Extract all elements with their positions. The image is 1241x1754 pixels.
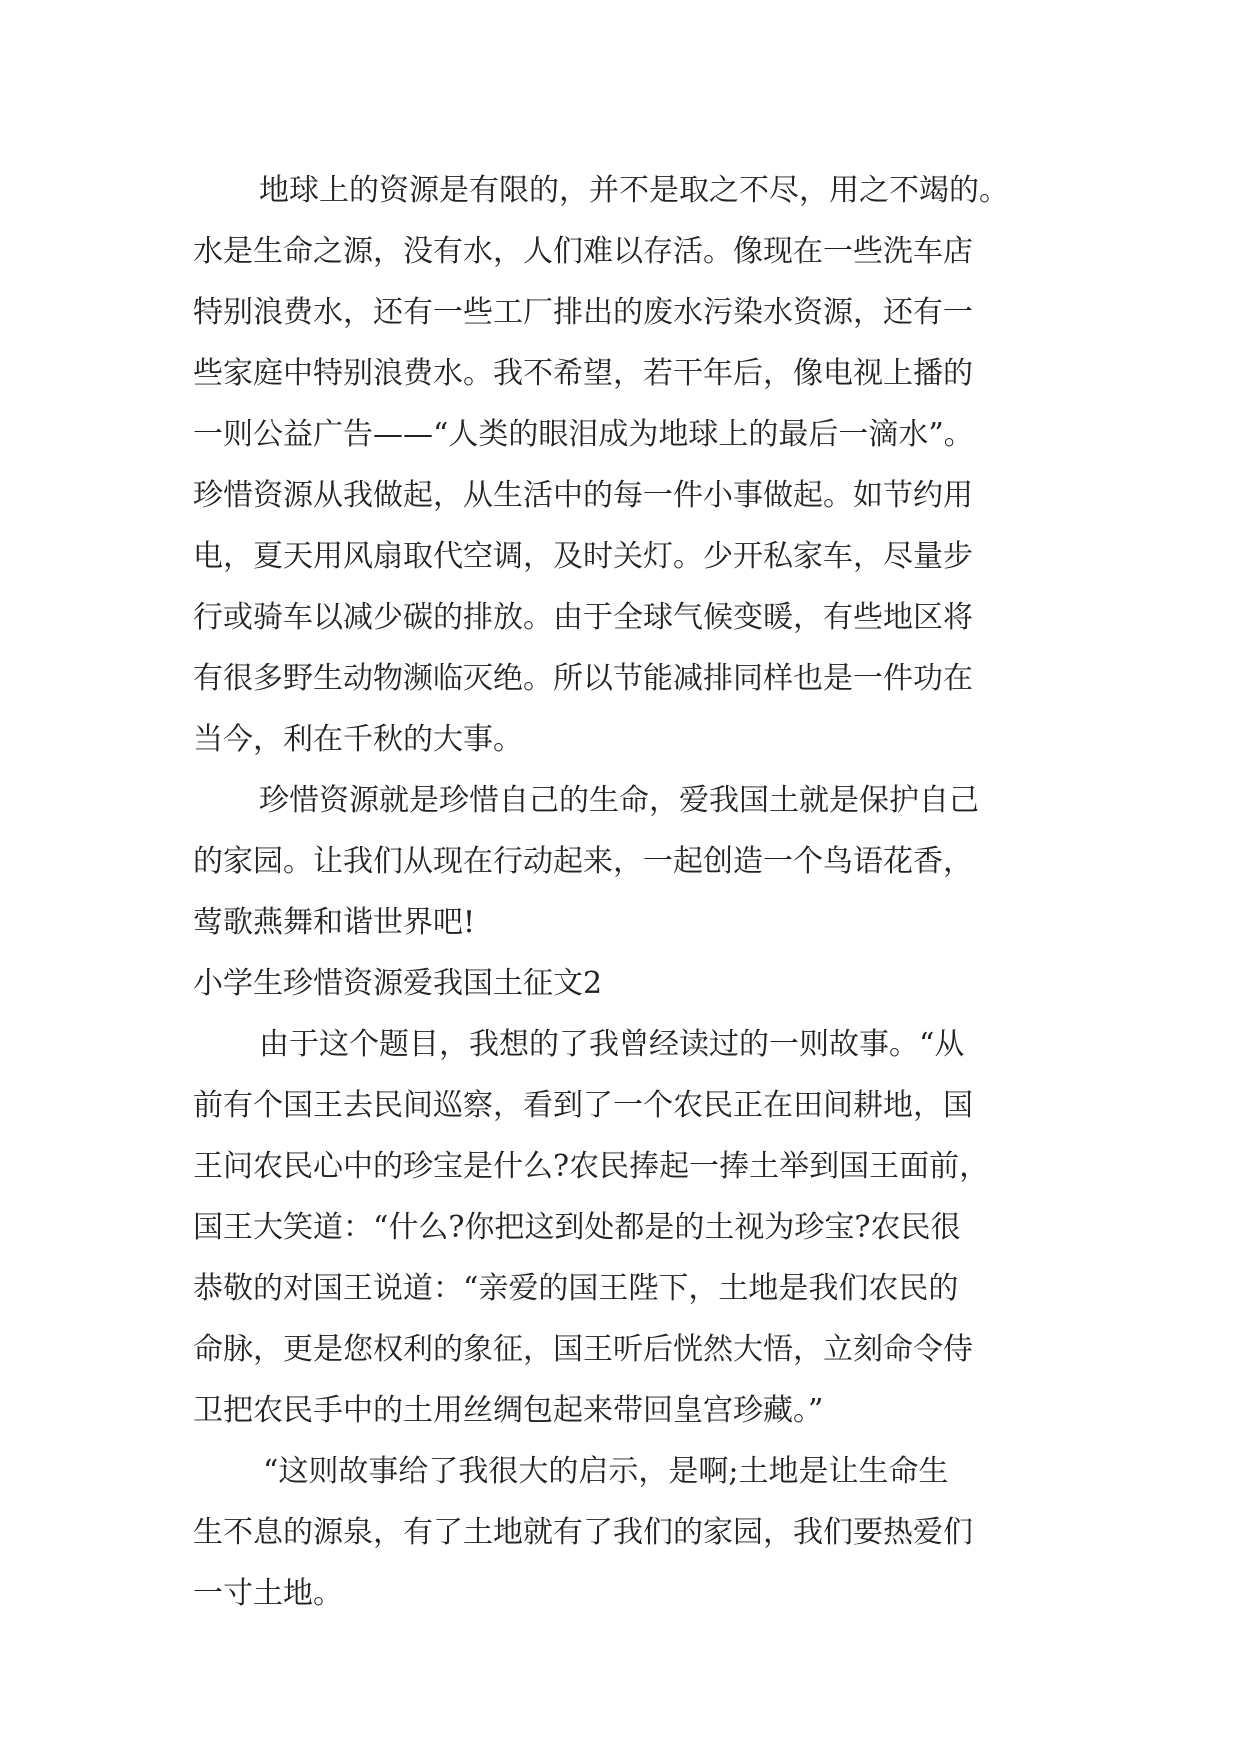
text-line: 恭敬的对国王说道：“亲爱的国王陛下，土地是我们农民的	[193, 1271, 959, 1306]
text-line: 国王大笑道：“什么?你把这到处都是的土视为珍宝?农民很	[193, 1210, 961, 1245]
paragraph-resources-limited	[193, 160, 1073, 770]
paragraph-cherish-resources	[193, 770, 1073, 953]
text-line: 王问农民心中的珍宝是什么?农民捧起一捧土举到国王面前，	[193, 1149, 990, 1184]
text-line: 些家庭中特别浪费水。我不希望，若干年后，像电视上播的	[193, 356, 973, 391]
text-line: 莺歌燕舞和谐世界吧!	[193, 905, 476, 940]
section-heading	[193, 953, 1073, 1014]
text-line: 珍惜资源就是珍惜自己的生命，爱我国土就是保护自己	[259, 783, 979, 818]
text-line: 珍惜资源从我做起，从生活中的每一件小事做起。如节约用	[193, 478, 973, 513]
text-line: 特别浪费水，还有一些工厂排出的废水污染水资源，还有一	[193, 295, 973, 330]
document-body	[193, 160, 1073, 1624]
paragraph-story-inspiration	[193, 1441, 1073, 1624]
text-line: 一寸土地。	[193, 1576, 343, 1611]
text-line: 卫把农民手中的土用丝绸包起来带回皇宫珍藏。”	[193, 1393, 824, 1428]
text-line: “这则故事给了我很大的启示，是啊;土地是让生命生	[263, 1454, 949, 1489]
text-line: 由于这个题目，我想的了我曾经读过的一则故事。“从	[259, 1027, 965, 1062]
text-line: 电，夏天用风扇取代空调，及时关灯。少开私家车，尽量步	[193, 539, 973, 574]
text-line: 水是生命之源，没有水，人们难以存活。像现在一些洗车店	[193, 234, 973, 269]
text-line: 前有个国王去民间巡察，看到了一个农民正在田间耕地，国	[193, 1088, 973, 1123]
text-line: 生不息的源泉，有了土地就有了我们的家园，我们要热爱们	[193, 1515, 973, 1550]
text-line: 有很多野生动物濒临灭绝。所以节能减排同样也是一件功在	[193, 661, 973, 696]
text-line: 当今，利在千秋的大事。	[193, 722, 523, 757]
text-line: 一则公益广告——“人类的眼泪成为地球上的最后一滴水”。	[193, 417, 974, 452]
text-line: 命脉，更是您权利的象征，国王听后恍然大悟，立刻命令侍	[193, 1332, 973, 1367]
text-line: 地球上的资源是有限的，并不是取之不尽，用之不竭的。	[259, 173, 1009, 208]
text-line: 的家园。让我们从现在行动起来，一起创造一个鸟语花香，	[193, 844, 973, 879]
section-title: 小学生珍惜资源爱我国土征文2	[193, 966, 603, 1001]
paragraph-king-story	[193, 1014, 1073, 1441]
text-line: 行或骑车以减少碳的排放。由于全球气候变暖，有些地区将	[193, 600, 973, 635]
